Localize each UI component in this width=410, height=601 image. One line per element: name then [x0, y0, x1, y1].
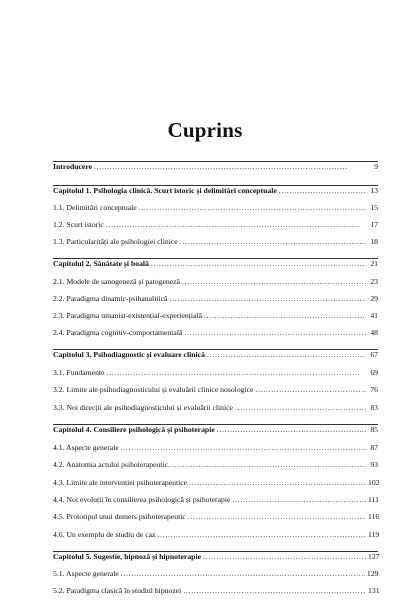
toc-page-number: 116	[368, 512, 380, 521]
toc-entry-label: 2.1. Modele de sanogeneză și patogeneză	[53, 277, 181, 286]
toc-section-entry[interactable]	[53, 477, 378, 489]
toc-page-number: 29	[370, 294, 378, 303]
page-title: Cuprins	[167, 118, 243, 142]
toc-page-number: 17	[370, 220, 378, 229]
dot-leader	[139, 202, 366, 214]
dot-leader	[106, 219, 366, 231]
toc-entry-label: 5.1. Aspecte generale	[53, 569, 119, 578]
dot-leader	[183, 585, 366, 597]
toc-page-number: 119	[368, 530, 380, 539]
toc-section-entry[interactable]	[53, 367, 378, 379]
dot-leader	[121, 442, 366, 454]
dot-leader	[204, 310, 366, 322]
toc-section-entry[interactable]	[53, 529, 378, 541]
toc-section-entry[interactable]	[53, 459, 378, 471]
toc-entry-label: Capitolul 2. Sănătate și boală	[53, 259, 149, 268]
toc-section-entry[interactable]	[53, 202, 378, 214]
dot-leader	[189, 477, 366, 489]
toc-section-entry[interactable]	[53, 511, 378, 523]
dot-leader	[184, 327, 366, 339]
toc-page-number: 83	[370, 403, 378, 412]
toc-entry-label: 4.6. Un exemplu de studiu de caz	[53, 530, 156, 539]
toc-section-entry[interactable]	[53, 327, 378, 339]
dot-leader	[151, 258, 366, 270]
toc-page-number: 129	[366, 569, 379, 578]
dot-leader	[188, 511, 366, 523]
toc-page-number: 13	[370, 186, 378, 195]
toc-entry-label: 1.3. Particularități ale psihologiei clinice	[53, 237, 178, 246]
toc-entry-label: 3.1. Fundamente	[53, 368, 105, 377]
toc-page-number: 67	[370, 350, 378, 359]
toc-section-entry[interactable]	[53, 585, 378, 597]
toc-page-number: 18	[370, 237, 378, 246]
toc-entry-label: 2.3. Paradigma umanist-existențial-experiențială	[53, 311, 203, 320]
toc-section-entry[interactable]	[53, 384, 378, 396]
toc-page-number: 9	[374, 162, 378, 171]
toc-page-number: 76	[370, 385, 378, 394]
dot-leader	[235, 402, 366, 414]
dot-leader	[182, 276, 366, 288]
toc-page-number: 69	[370, 368, 378, 377]
dot-leader	[255, 384, 366, 396]
toc-entry-label: 4.2. Anatomia actului psihoterapeutic.	[53, 460, 170, 469]
toc-page-number: 87	[370, 443, 378, 452]
toc-entry-label: Capitolul 3. Psihodiagnostic și evaluare clinică	[53, 350, 205, 359]
toc-chapter-entry[interactable]	[53, 185, 378, 197]
toc-page-number: 23	[370, 277, 378, 286]
toc-page-number: 15	[370, 203, 378, 212]
toc-entry-label: 1.1. Delimitări conceptuale	[53, 203, 137, 212]
dot-leader	[203, 551, 366, 563]
dot-leader	[180, 236, 366, 248]
toc-page-number: 131	[368, 586, 380, 595]
toc-entry-label: 2.2. Paradigma dinamic-psihanalitică	[53, 294, 168, 303]
dot-leader	[207, 349, 366, 361]
toc-page-number: 93	[370, 460, 378, 469]
toc-entry-label: 4.3. Limite ale intervenției psihoterapeutice	[53, 478, 188, 487]
toc-entry-label: 3.2. Limite ale psihodiagnosticului și evaluării clinice nosologice	[53, 385, 254, 394]
toc-chapter-entry[interactable]	[53, 161, 378, 173]
toc-section-entry[interactable]	[53, 219, 378, 231]
dot-leader	[172, 459, 366, 471]
dot-leader	[232, 494, 366, 506]
toc-chapter-entry[interactable]	[53, 424, 378, 436]
toc-entry-label: Capitolul 4. Consiliere psihologică și psihoterapie	[53, 425, 215, 434]
toc-chapter-entry[interactable]	[53, 258, 378, 270]
toc-entry-label: Capitolul 1. Psihologia clinică. Scurt istoric și delimitări conceptuale	[53, 186, 277, 195]
toc-page-number: 48	[370, 328, 378, 337]
toc-page-number: 41	[370, 311, 378, 320]
toc-page-number: 127	[368, 552, 380, 561]
toc-section-entry[interactable]	[53, 442, 378, 454]
toc-page-number: 102	[368, 478, 380, 487]
toc-entry-label: 4.5. Prototipul unui demers psihoterapeutic	[53, 512, 186, 521]
toc-section-entry[interactable]	[53, 494, 378, 506]
dot-leader	[169, 293, 366, 305]
toc-section-entry[interactable]	[53, 276, 378, 288]
dot-leader	[121, 568, 365, 580]
toc-section-entry[interactable]	[53, 293, 378, 305]
toc-section-entry[interactable]	[53, 310, 378, 322]
toc-section-entry[interactable]	[53, 402, 378, 414]
toc-entry-label: 5.2. Paradigma clasică în studiul hipnozei	[53, 586, 182, 595]
toc-entry-label: 3.3. Noi direcții ale psihodiagnosticului și evaluării clinice	[53, 403, 233, 412]
toc-page-number: 111	[368, 495, 379, 504]
toc-chapter-entry[interactable]	[53, 349, 378, 361]
dot-leader	[217, 424, 366, 436]
toc-entry-label: Capitolul 5. Sugestie, hipnoză și hipnoterapie	[53, 552, 202, 561]
toc-section-entry[interactable]	[53, 568, 378, 580]
toc-entry-label: 2.4. Paradigma cognitiv-comportamentală	[53, 328, 183, 337]
toc-entry-label: 4.4. Noi evoluții în consilierea psihologică și psihoterapie	[53, 495, 231, 504]
toc-page-number: 21	[370, 259, 378, 268]
toc-entry-label: Introducere	[53, 162, 93, 171]
toc-chapter-entry[interactable]	[53, 551, 378, 563]
toc-page-number: 85	[370, 425, 378, 434]
toc-entry-label: 1.2. Scurt istoric	[53, 220, 104, 229]
dot-leader	[106, 367, 366, 379]
dot-leader	[157, 529, 366, 541]
dot-leader	[94, 161, 366, 173]
toc-section-entry[interactable]	[53, 236, 378, 248]
toc-entry-label: 4.1. Aspecte generale	[53, 443, 119, 452]
dot-leader	[279, 185, 366, 197]
